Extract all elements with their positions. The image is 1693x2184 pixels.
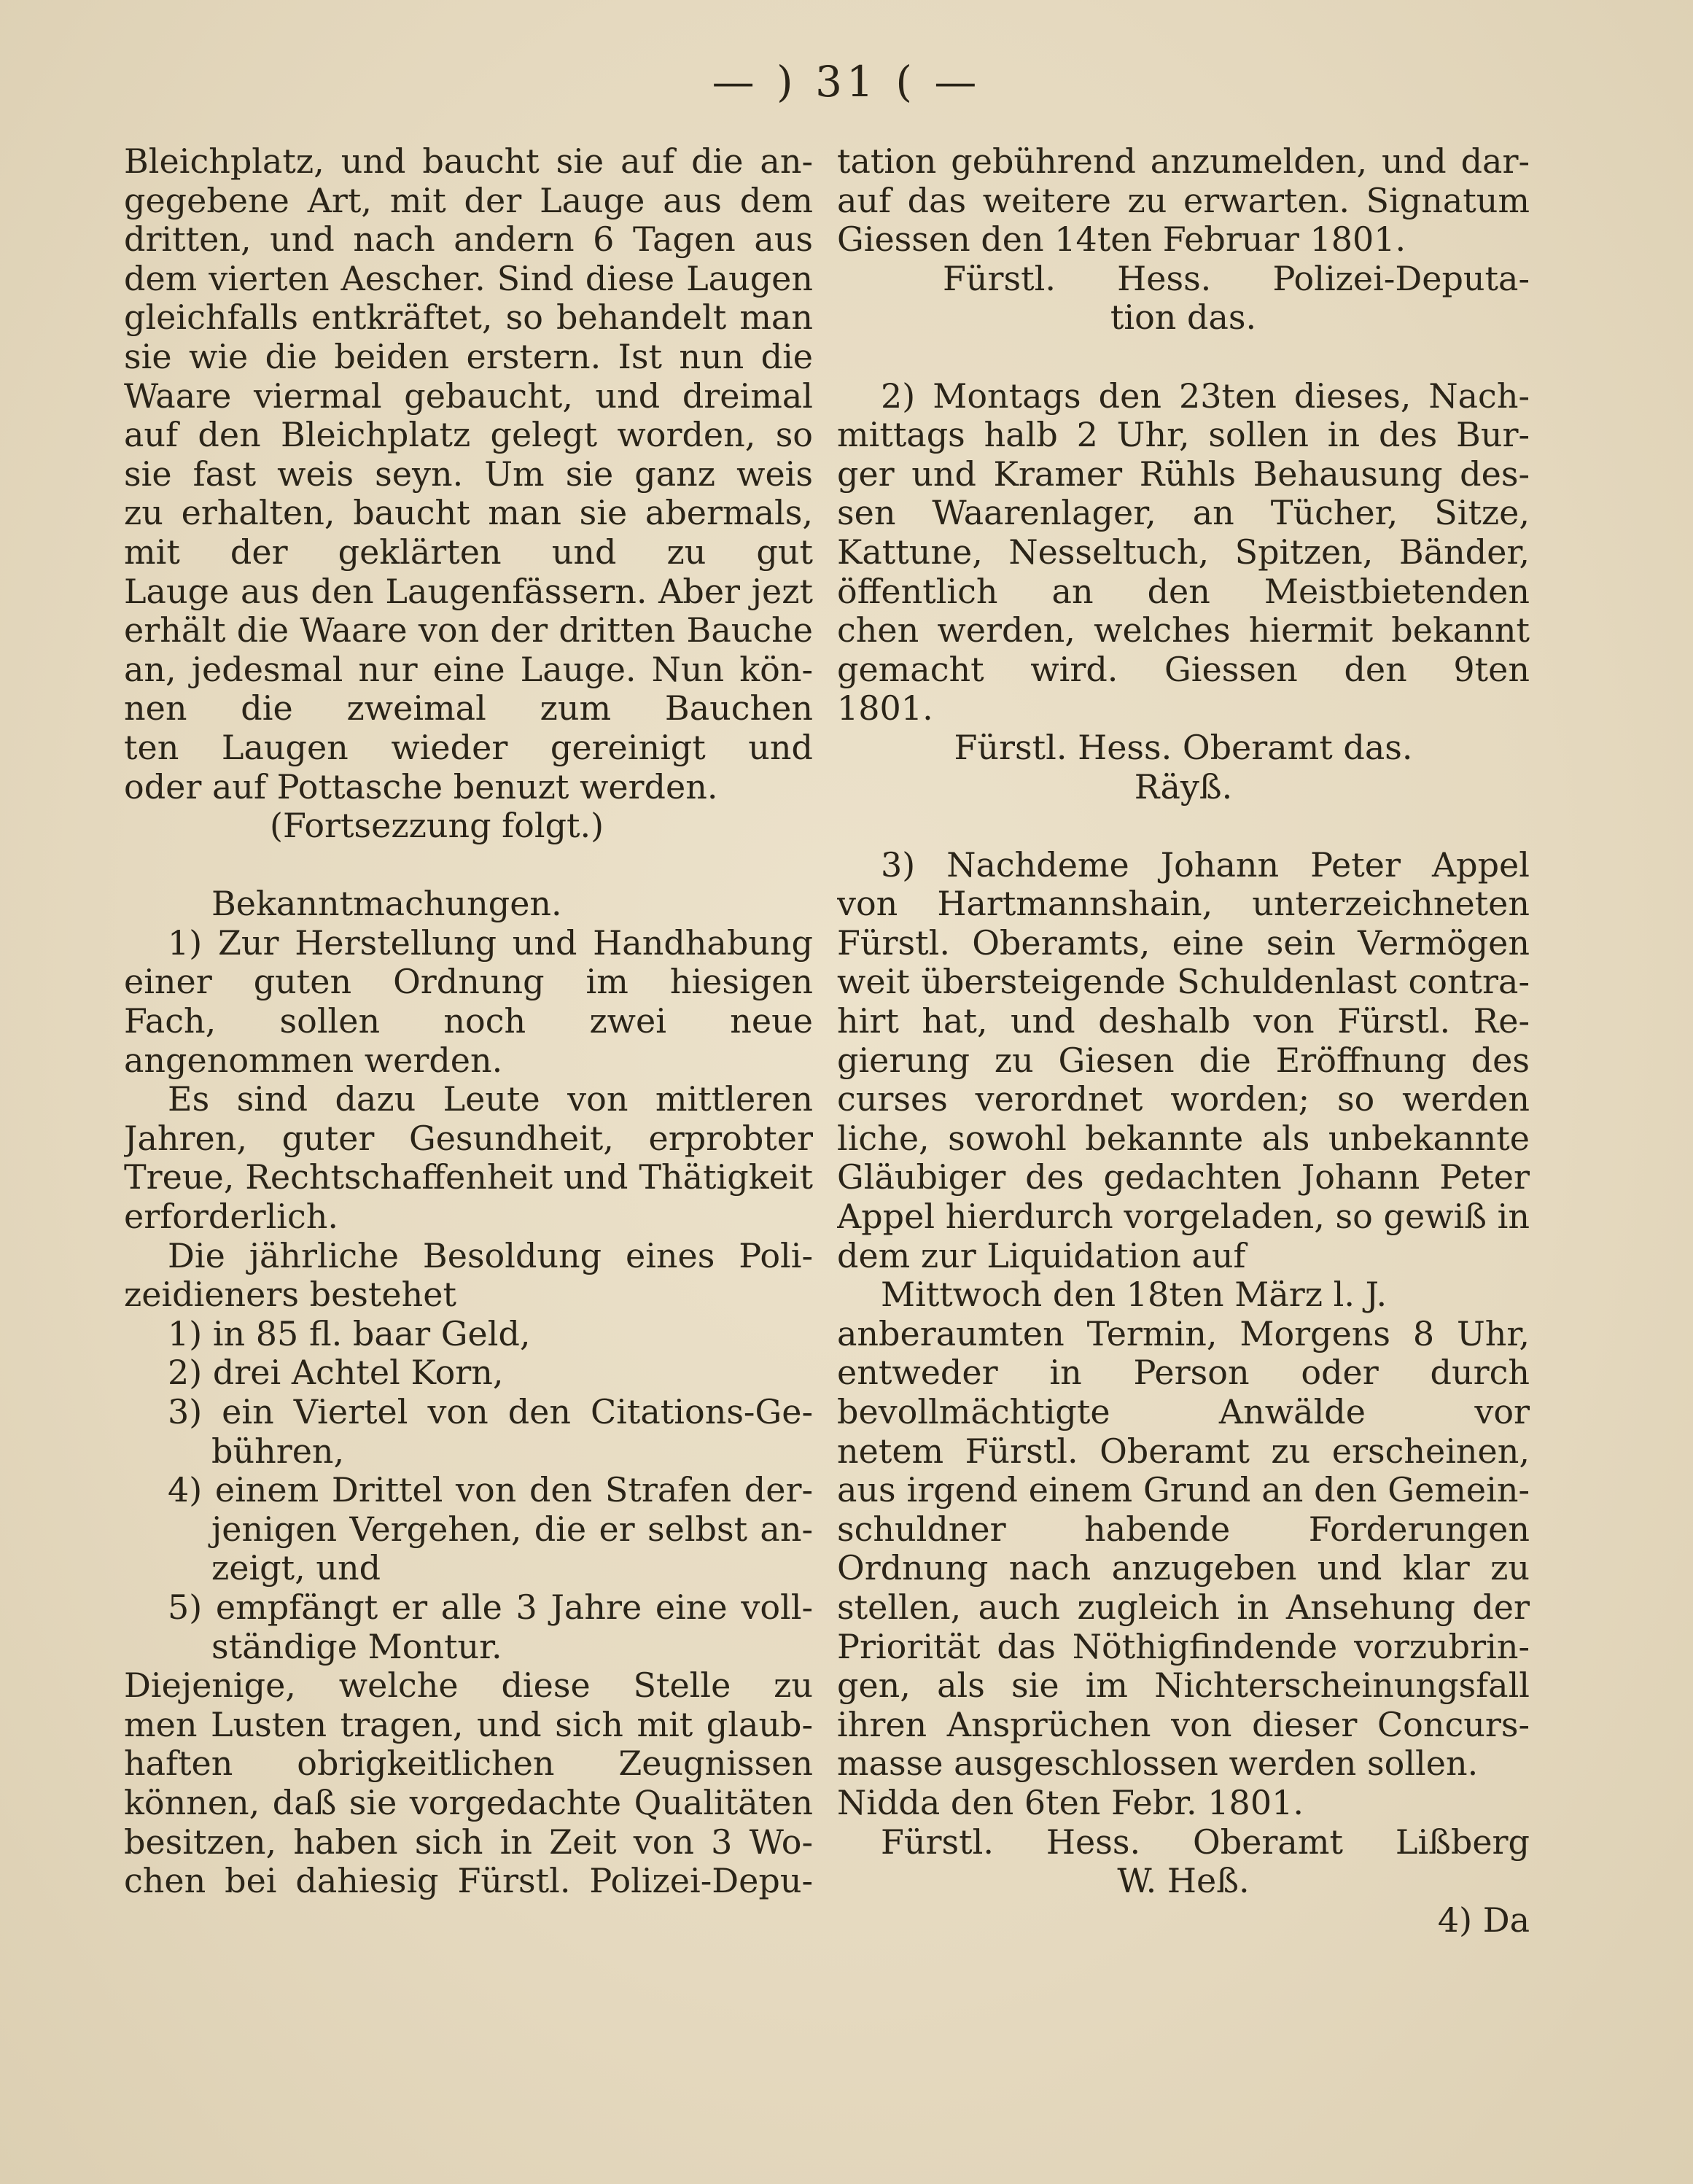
right-column-text-line: ger und Kramer Rühls Behausung des- bbox=[837, 454, 1530, 494]
left-column-text-line: Jahren, guter Gesundheit, erprobter bbox=[124, 1119, 813, 1158]
right-column-text-line: Ordnung nach anzugeben und klar zu bbox=[837, 1549, 1530, 1588]
left-column-text-line: nen die zweimal zum Bauchen bbox=[124, 689, 813, 728]
right-column-text-line: masse ausgeschlossen werden sollen. bbox=[837, 1744, 1479, 1784]
right-column-text-line bbox=[837, 807, 1530, 846]
page-number: — ) 31 ( — bbox=[712, 57, 981, 106]
right-column-text-line: netem Fürstl. Oberamt zu erscheinen, bbox=[837, 1431, 1530, 1471]
left-column-text-line: angenommen werden. bbox=[124, 1040, 503, 1080]
left-column-text-line: auf den Bleichplatz gelegt worden, so bbox=[124, 416, 813, 455]
left-column-text-line: an, jedesmal nur eine Lauge. Nun kön- bbox=[124, 650, 813, 689]
left-column-text-line: Lauge aus den Laugenfässern. Aber jezt bbox=[124, 572, 813, 611]
right-column-text-line: entweder in Person oder durch bbox=[837, 1353, 1530, 1393]
left-column-text-line: einer guten Ordnung im hiesigen bbox=[124, 963, 813, 1002]
right-column-text-line: Kattune, Nesseltuch, Spitzen, Bänder, bbox=[837, 532, 1530, 572]
left-column-text-line: Die jährliche Besoldung eines Poli- bbox=[168, 1236, 813, 1275]
left-column-text-line: sie wie die beiden erstern. Ist nun die bbox=[124, 337, 813, 376]
right-column-text-line: auf das weitere zu erwarten. Signatum bbox=[837, 181, 1530, 220]
left-column-text-line: 1) in 85 fl. baar Geld, bbox=[168, 1313, 531, 1353]
left-column-text-line: 3) ein Viertel von den Citations-Ge- bbox=[168, 1393, 813, 1431]
left-column-text-line: Waare viermal gebaucht, und dreimal bbox=[124, 376, 813, 416]
left-column-text-line: chen bei dahiesig Fürstl. Polizei-Depu- bbox=[124, 1862, 813, 1901]
right-column-text-line: tion das. bbox=[1110, 298, 1257, 338]
right-column-text-line: 1801. bbox=[837, 688, 933, 728]
right-column-text-line: 2) Montags den 23ten dieses, Nach- bbox=[881, 376, 1530, 416]
left-column-text-line: oder auf Pottasche benuzt werden. bbox=[124, 766, 718, 807]
right-column-text-line: Fürstl. Hess. Polizei-Deputa- bbox=[943, 259, 1530, 298]
right-column-text-line: anberaumten Termin, Morgens 8 Uhr, bbox=[837, 1314, 1530, 1353]
right-column-text-line: gen, als sie im Nichterscheinungsfall bbox=[837, 1666, 1530, 1706]
left-column-text-line: erhält die Waare von der dritten Bauche bbox=[124, 611, 813, 650]
left-column-text-line: dritten, und nach andern 6 Tagen aus bbox=[124, 220, 813, 260]
right-column-text-line: mittags halb 2 Uhr, sollen in des Bur- bbox=[837, 416, 1530, 455]
right-column-text-line: öffentlich an den Meistbietenden bbox=[837, 572, 1530, 611]
left-column-text-line: jenigen Vergehen, die er selbst an- bbox=[211, 1509, 813, 1549]
left-column-text-line: Treue, Rechtschaffenheit und Thätigkeit bbox=[124, 1158, 813, 1197]
right-column-text-line bbox=[837, 338, 1530, 377]
right-column-text-line: chen werden, welches hiermit bekannt bbox=[837, 611, 1530, 650]
right-column-text-line: Gläubiger des gedachten Johann Peter bbox=[837, 1158, 1530, 1197]
right-column-text-line: Räyß. bbox=[1134, 766, 1233, 807]
left-column-text-line: mit der geklärten und zu gut bbox=[124, 532, 813, 572]
left-column-text-line: besitzen, haben sich in Zeit von 3 Wo- bbox=[124, 1822, 813, 1862]
left-column-text-line: Fach, sollen noch zwei neue bbox=[124, 1002, 813, 1041]
right-column-text-line: Fürstl. Hess. Oberamt Lißberg bbox=[881, 1822, 1530, 1862]
left-column-text-line: ten Laugen wieder gereinigt und bbox=[124, 728, 813, 767]
right-column-text-line: weit übersteigende Schuldenlast contra- bbox=[837, 963, 1530, 1002]
left-column-text-line: 5) empfängt er alle 3 Jahre eine voll- bbox=[168, 1588, 813, 1627]
right-column-text-line: dem zur Liquidation auf bbox=[837, 1235, 1246, 1275]
left-column-text-line: 4) einem Drittel von den Strafen der- bbox=[168, 1471, 813, 1510]
right-column-text-line: bevollmächtigte Anwälde vor bbox=[837, 1393, 1530, 1431]
right-column-text-line: sen Waarenlager, an Tücher, Sitze, bbox=[837, 494, 1530, 533]
left-column-text-line: dem vierten Aescher. Sind diese Laugen bbox=[124, 259, 813, 298]
right-column-text-line: stellen, auch zugleich in Ansehung der bbox=[837, 1588, 1530, 1627]
left-column-text-line: bühren, bbox=[211, 1431, 345, 1471]
left-column-text-line: erforderlich. bbox=[124, 1197, 339, 1237]
left-column-text-line: gleichfalls entkräftet, so behandelt man bbox=[124, 298, 813, 338]
left-column-text-line: haften obrigkeitlichen Zeugnissen bbox=[124, 1744, 813, 1784]
left-column-text-line: Es sind dazu Leute von mittleren bbox=[168, 1080, 813, 1119]
right-column-text-line: hirt hat, und deshalb von Fürstl. Re- bbox=[837, 1002, 1530, 1041]
left-column-text-line: ständige Montur. bbox=[211, 1626, 502, 1666]
left-column-text-line: Diejenige, welche diese Stelle zu bbox=[124, 1666, 813, 1706]
left-column-text-line: (Fortsezzung folgt.) bbox=[270, 806, 604, 846]
right-column-text-line: 4) Da bbox=[1437, 1900, 1530, 1940]
right-column-text-line: Giessen den 14ten Februar 1801. bbox=[837, 219, 1406, 260]
right-column-text-line: gierung zu Giesen die Eröffnung des bbox=[837, 1041, 1530, 1080]
left-column-text-line: men Lusten tragen, und sich mit glaub- bbox=[124, 1705, 813, 1744]
left-column-text-line: zu erhalten, baucht man sie abermals, bbox=[124, 494, 813, 533]
left-column-text-line: 1) Zur Herstellung und Handhabung bbox=[168, 923, 813, 963]
right-column-text-line: ihren Ansprüchen von dieser Concurs- bbox=[837, 1705, 1530, 1744]
right-column-text-line: Appel hierdurch vorgeladen, so gewiß in bbox=[837, 1197, 1530, 1237]
right-column-text-line: aus irgend einem Grund an den Gemein- bbox=[837, 1471, 1530, 1510]
right-column-text-line: Mittwoch den 18ten März l. J. bbox=[881, 1275, 1388, 1315]
left-column-text-line: können, daß sie vorgedachte Qualitäten bbox=[124, 1783, 813, 1822]
right-column-text-line: von Hartmannshain, unterzeichneten bbox=[837, 885, 1530, 924]
left-column-text-line: sie fast weis seyn. Um sie ganz weis bbox=[124, 454, 813, 494]
left-column-text-line: Bleichplatz, und baucht sie auf die an- bbox=[124, 142, 813, 181]
right-column-text-line: Priorität das Nöthigfindende vorzubrin- bbox=[837, 1627, 1530, 1666]
right-column-text-line: Nidda den 6ten Febr. 1801. bbox=[837, 1782, 1304, 1822]
left-column bbox=[124, 142, 813, 1901]
left-column-text-line: zeidieners bestehet bbox=[124, 1275, 456, 1315]
left-column-text-line: zeigt, und bbox=[211, 1548, 381, 1588]
right-column-text-line: W. Heß. bbox=[1117, 1861, 1250, 1901]
right-column-text-line: schuldner habende Forderungen bbox=[837, 1509, 1530, 1549]
right-column-text-line: curses verordnet worden; so werden bbox=[837, 1080, 1530, 1119]
right-column-text-line: 3) Nachdeme Johann Peter Appel bbox=[881, 845, 1530, 885]
left-column-text-line: gegebene Art, mit der Lauge aus dem bbox=[124, 181, 813, 220]
right-column-text-line: gemacht wird. Giessen den 9ten bbox=[837, 650, 1530, 689]
left-column-text-line: 2) drei Achtel Korn, bbox=[168, 1353, 504, 1393]
right-column-text-line: Fürstl. Hess. Oberamt das. bbox=[954, 727, 1413, 767]
right-column-text-line: tation gebührend anzumelden, und dar- bbox=[837, 142, 1530, 181]
right-column-text-line: Fürstl. Oberamts, eine sein Vermögen bbox=[837, 923, 1530, 963]
right-column-text-line: liche, sowohl bekannte als unbekannte bbox=[837, 1119, 1530, 1158]
left-column-text-line bbox=[124, 846, 813, 885]
left-column-text-line: Bekanntmachungen. bbox=[211, 884, 562, 924]
right-column bbox=[837, 142, 1530, 1940]
